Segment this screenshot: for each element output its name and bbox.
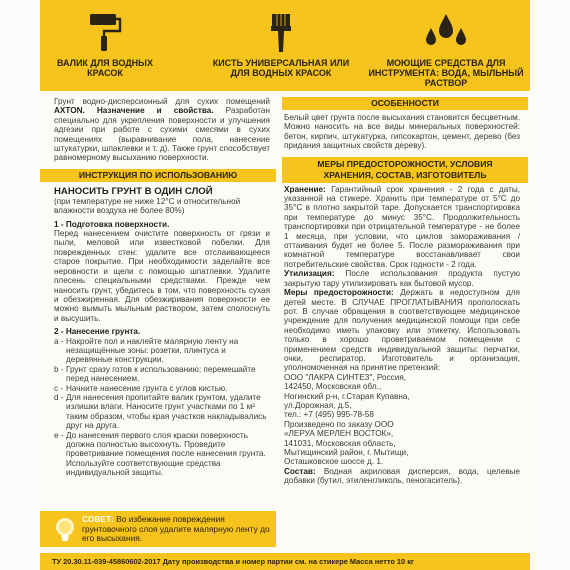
disposal-text: После использования продукта пустую закрытую тару утилизировать как бытовой мусор. <box>284 269 520 288</box>
maker-line: 142450, Московская обл., <box>284 382 382 392</box>
roller-label: ВАЛИК ДЛЯ ВОДНЫХ КРАСОК <box>56 58 154 78</box>
caution-text: Держать в недоступном для детей месте. В СЛУЧАЕ ПРОГЛАТЫВАНИЯ прополоскать рот. В случае обращения в соответствующее медицинское учреждение для получения медицинской помощи при себе необходимо иметь упаковку или этикетку. Использовать только в хорошо проветриваемом помещении с применением средств индивидуальной защиты: перчатки, очки, респиратор. Изготовитель и организация, уполномоченная на принятие претензий: <box>284 288 520 373</box>
storage-paragraph <box>284 185 520 270</box>
safety-title <box>282 157 528 183</box>
roller-tool <box>40 0 170 91</box>
ordered-line: Произведено по заказу ООО <box>284 419 394 429</box>
paint-roller-icon <box>88 12 122 52</box>
right-column <box>282 97 528 486</box>
prep-title: 1 - Подготовка поверхности. <box>54 219 170 229</box>
maker-line: тел.: +7 (495) 995-78-58 <box>284 410 374 420</box>
one-layer-heading: НАНОСИТЬ ГРУНТ В ОДИН СЛОЙ <box>54 185 213 197</box>
usage-section-title: ИНСТРУКЦИЯ ПО ИСПОЛЬЗОВАНИЮ <box>40 169 276 182</box>
safety-title-line-1: МЕРЫ ПРЕДОСТОРОЖНОСТИ, УСЛОВИЯ <box>317 158 493 169</box>
intro-text-a: Грунт водно-дисперсионный для сухих помещений <box>54 97 270 106</box>
brush-tool <box>206 0 356 91</box>
list-item: b - Грунт сразу готов к использованию; перемешайте перед нанесением. <box>54 364 256 384</box>
advice-lead: СОВЕТ: <box>82 514 114 524</box>
left-margin <box>0 0 40 570</box>
maker-line: ул.Дорожная, д.5, <box>284 400 352 410</box>
safety-content <box>282 183 528 486</box>
brush-label: КИСТЬ УНИВЕРСАЛЬНАЯ ИЛИ ДЛЯ ВОДНЫХ КРАСОК <box>212 58 350 78</box>
footer-bar: ТУ 20.30.11-039-45860602-2017 Дату производства и номер партии см. на стикере Масса нетто 10 кг <box>40 553 530 570</box>
disposal-label: Утилизация: <box>284 269 335 279</box>
list-item: d - Для нанесения пропитайте валик грунтом, удалите излишки влаги. Наносите грунт участками по 1 м² таким образом, чтобы края участков накладывались друг на друга. <box>54 392 267 431</box>
composition-label: Состав: <box>284 466 316 476</box>
features-text: Белый цвет грунта после высыхания становится бесцветным. Можно наносить на все виды минеральных поверхностей: бетон, кирпич, штукатурка, гипсокартон, цемент, дерево (без придания защитных свойств дереву). <box>284 113 520 151</box>
disposal-paragraph <box>284 269 520 288</box>
right-margin <box>530 0 570 570</box>
storage-label: Хранение: <box>284 184 326 194</box>
intro-paragraph <box>40 97 276 163</box>
list-item: a - Накройте пол и наклейте малярную ленту на незащищённые зоны: розетки, плинтуса и деревянные конструкции. <box>54 336 239 365</box>
maker-line: ООО "ЛАКРА СИНТЕЗ", Россия, <box>284 372 407 382</box>
prep-text: Перед нанесением очистите поверхность от грязи и пыли, меловой или известковой побелки. Для поврежденных стен: удалите все отслаивающееся старое покрытие. При необходимости заделайте все неровности и щели с помощью шпатлевки. Удалите плесень специальными средствами. Прежде чем наносить грунт, убедитесь в том, что поверхность сухая и обезжиренная. Для обезжиривания поверхности ее можно вымыть мыльным раствором, затем сполоснуть и высушить. <box>54 229 270 323</box>
paint-brush-icon <box>268 12 294 54</box>
apply-title: 2 - Нанесение грунта. <box>54 327 141 337</box>
maker-line: Ногинский р-н, г.Старая Купавна, <box>284 391 410 401</box>
lightbulb-icon <box>54 517 76 543</box>
ordered-line: «ЛЕРУА МЕРЛЕН ВОСТОК», <box>284 429 394 439</box>
ordered-line: Осташковское шоссе д. 1. <box>284 457 384 467</box>
composition-paragraph <box>284 467 520 486</box>
wash-label: МОЮЩИЕ СРЕДСТВА ДЛЯ ИНСТРУМЕНТА: ВОДА, МЫЛЬНЫЙ РАСТВОР <box>368 58 524 88</box>
ordered-line: Мытищинский район, г. Мытищи, <box>284 448 409 457</box>
wash-tool <box>362 0 530 91</box>
caution-label: Меры предосторожности: <box>284 288 394 298</box>
intro-text-b: AXTON. Назначение и свойства. <box>54 106 214 116</box>
water-drops-icon <box>422 12 470 52</box>
list-item: e - До нанесения первого слоя краски поверхность должна полностью высохнуть. Проведите проветривание помещения после нанесения грунта. Используйте соответствующие средства индивидуальной защиты. <box>54 430 266 478</box>
usage-content <box>40 182 276 478</box>
tools-header <box>40 0 530 91</box>
caution-paragraph <box>284 288 520 373</box>
list-item: c - Начните нанесение грунта с углов кистью. <box>54 383 228 393</box>
advice-text <box>82 515 272 544</box>
safety-title-line-2: ХРАНЕНИЯ, СОСТАВ, ИЗГОТОВИТЕЛЬ <box>323 169 487 180</box>
advice-body: Во избежание повреждения грунтовочного слоя удалите малярную ленту до его высыхания. <box>82 514 270 544</box>
maker-block <box>284 373 520 420</box>
apply-steps <box>54 337 270 478</box>
conditions-text: (при температуре не ниже 12°С и относительной влажности воздуха не более 80%) <box>54 196 241 216</box>
features-title: ОСОБЕННОСТИ <box>282 97 528 110</box>
composition-text: Водная акриловая дисперсия, вода, целевые добавки (бутил, этиленгликоль, пеногаситель). <box>284 466 520 486</box>
advice-box <box>40 511 276 547</box>
storage-text: Гарантийный срок хранения - 2 года с даты, указанной на стикере. Хранить при температуре от 5°С до 35°С в плотно закрытой таре. Допускается транспортировка при температуре до минус 35°С. Продолжительность транспортировки при отрицательной температуре - не более 1 месяца, при условии, что циклов замораживания / оттаивания будет не более 5. После размораживания при комнатной температуре восстанавливает свои потребительские свойства. Срок годности - 2 года. <box>284 184 520 269</box>
left-column <box>40 97 276 478</box>
ordered-line: 141031, Московская область, <box>284 438 396 448</box>
intro-text-c: Разработан специально для укрепления поверхности и улучшения адгезии при работе с сухими смесями в сухих помещениях (выравнивание пола, нанесение штукатурки, шпаклевки и т. д). Также грунт способствует равномерному высыханию поверхности. <box>54 106 270 163</box>
label-panel <box>40 0 530 570</box>
ordered-by-block <box>284 420 520 467</box>
